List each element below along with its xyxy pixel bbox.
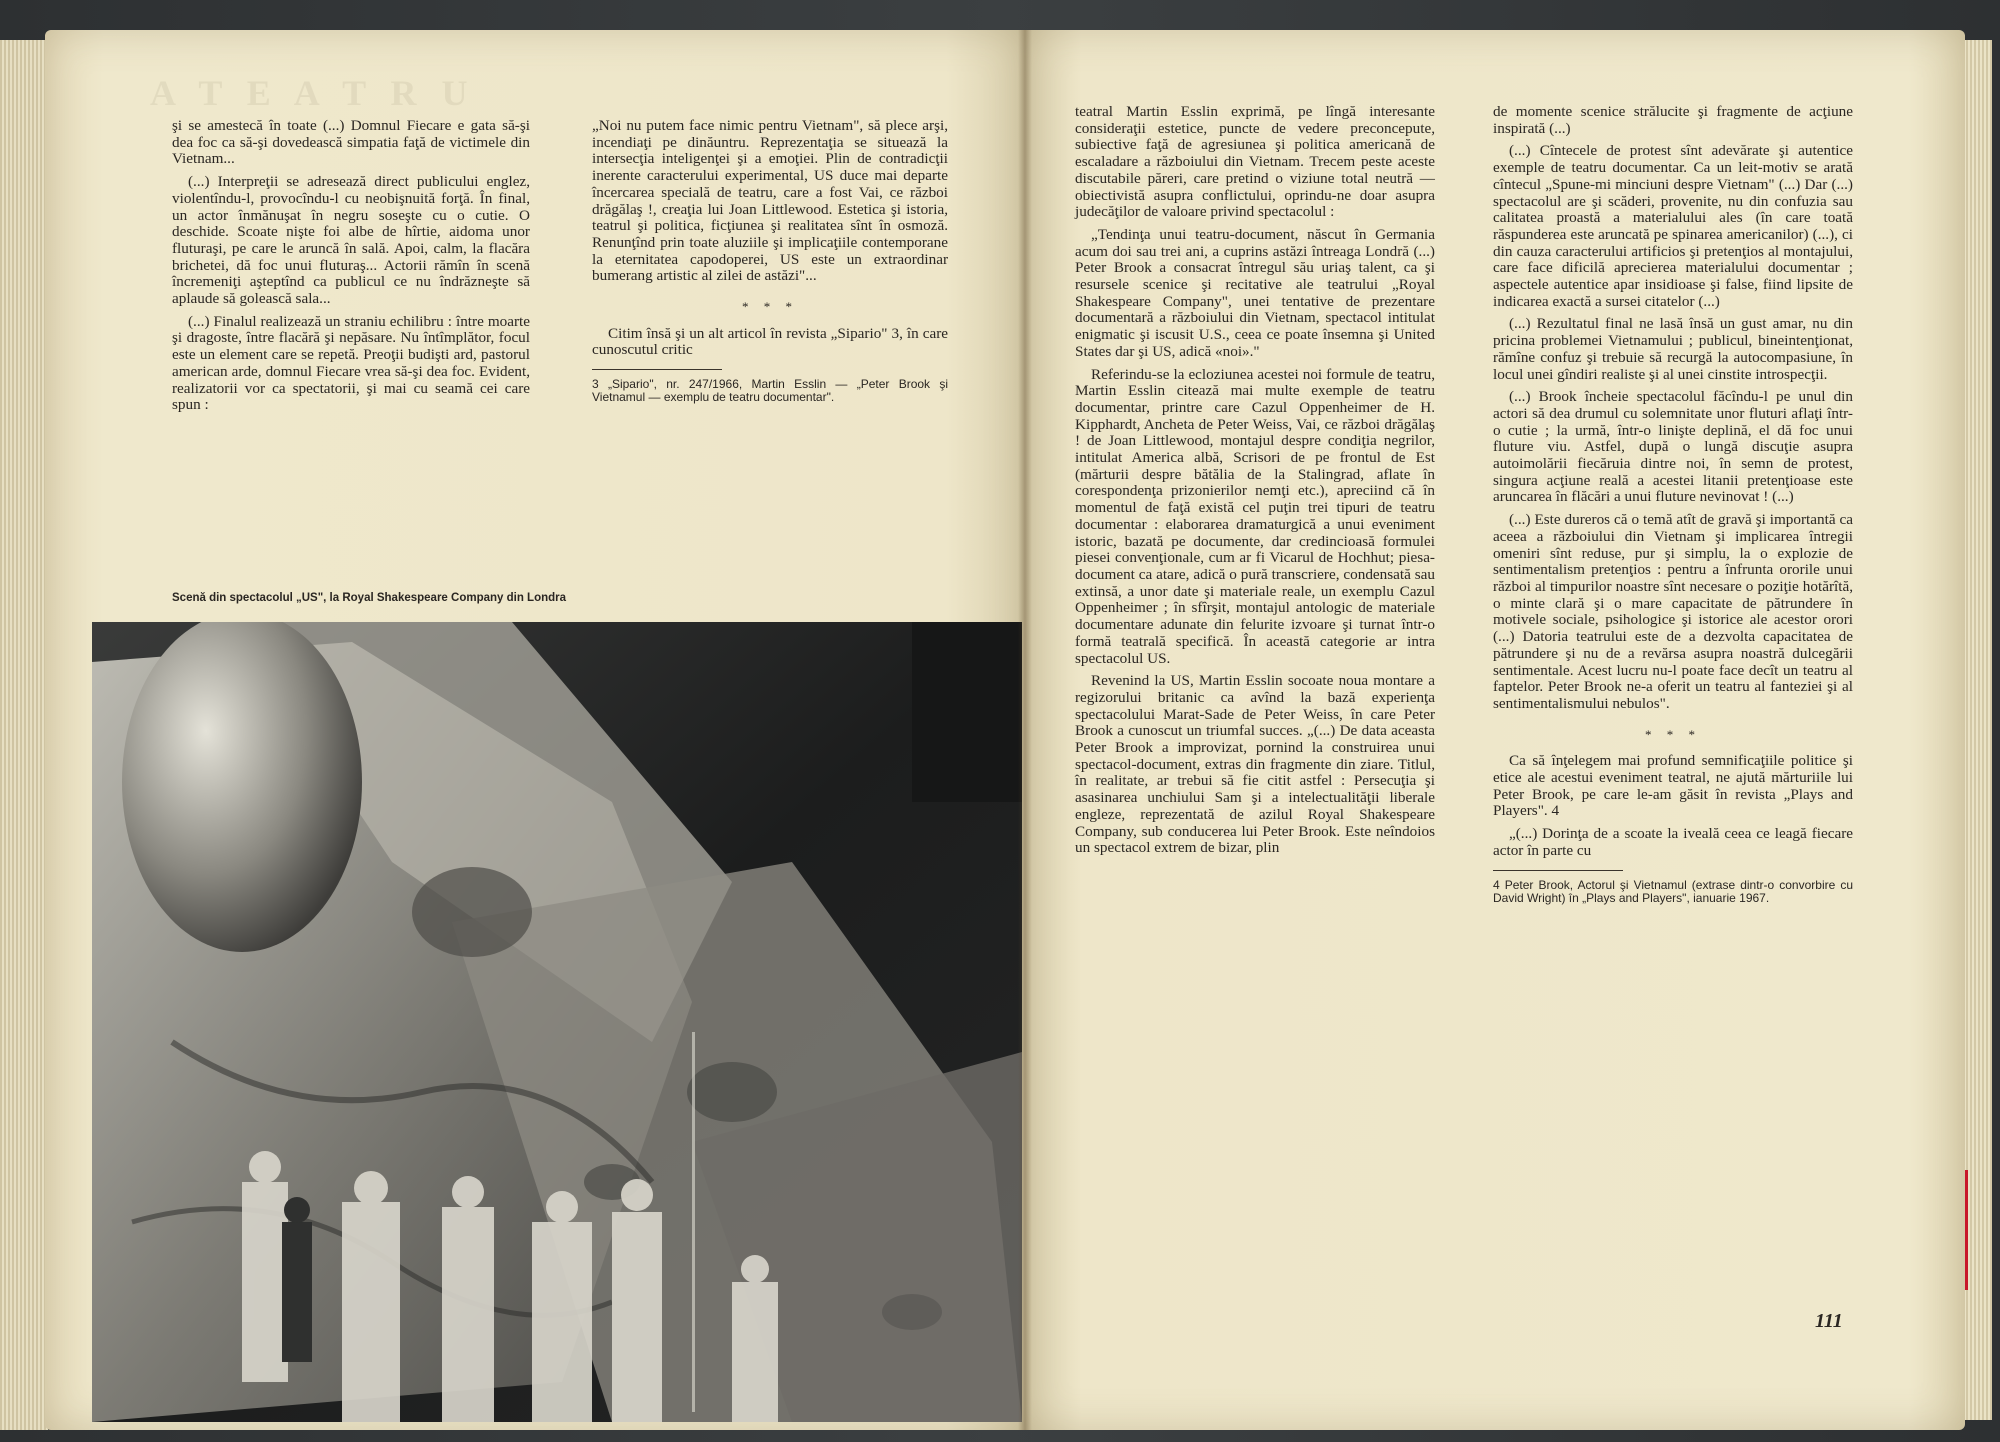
footnote-rule <box>1493 870 1623 871</box>
left-column-1 <box>172 118 530 420</box>
paragraph: (...) Rezultatul final ne lasă însă un gust amar, nu din pricina problemei Vietnamului ; publicul, bineintenţionat, rămîne confuz şi trebuie să recurgă la autocompasiune, în locul unei gîndiri realiste şi al unei cinstite introspecţii. <box>1493 315 1853 383</box>
paragraph: Ca să înţelegem mai profund semnificaţiile politice şi etice ale acestui eveniment teatral, ne ajută mărturiile lui Peter Brook, pe care le-am găsit în revista „Plays and Players". 4 <box>1493 752 1853 820</box>
paragraph: teatral Martin Esslin exprimă, pe lîngă interesante consideraţii estetice, puncte de vedere preconcepute, subiective faţă de agresiunea şi politica americană de escaladare a războiului din Vietnam. Trecem peste aceste discutabile păreri, care pretind o viziune total neutră — obiectivistă asupra conflictului, oprindu-ne doar asupra judecăţilor de valoare privind spectacolul : <box>1075 103 1435 221</box>
section-divider: * * * <box>742 299 798 315</box>
paragraph: (...) Finalul realizează un straniu echilibru : între moarte şi dragoste, între flacără şi nepăsare. Nu întîmplător, focul este un element care se repetă. Preoţii budişti ard, pastorul american arde, domnul Fiecare vrea să-şi dea foc. Evident, realizatorii vor ca spectatorii, şi mai cu seamă cei care spun : <box>172 312 530 414</box>
right-column-1 <box>1075 104 1435 863</box>
paragraph: „Noi nu putem face nimic pentru Vietnam", să plece arşi, incendiaţi pe dinăuntru. Reprezentaţia se situează la intersecţia inteligenţei şi a emoţiei. Plin de contradicţii inerente caracterului experimental, US duce mai departe încercarea specială de teatru, care a fost Vai, ce război drăgălaş !, creaţia lui Joan Littlewood. Estetica şi istoria, teatrul şi politica, ficţiunea şi realitatea sînt în osmoză. Renunţînd prin toate aluziile şi implicaţiile contemporane la eternitatea capodoperei, US este un extraordinar bumerang artistic al zilei de astăzi"... <box>592 117 948 285</box>
stage-photo <box>92 622 1022 1422</box>
paragraph: „(...) Dorinţa de a scoate la iveală ceea ce leagă fiecare actor în parte cu <box>1493 825 1853 859</box>
paragraph: de momente scenice strălucite şi fragmente de acţiune inspirată (...) <box>1493 103 1853 137</box>
stage-photo-drawing <box>92 622 1022 1422</box>
paragraph: (...) Cîntecele de protest sînt adevărate şi autentice exemple de teatru documentar. Ca un leit-motiv se arată cîntecul „Spune-mi minciuni despre Vietnam" (...) Dar (...) spectacolul are şi scăderi, provenite, nu din confuzia sau calitatea proastă a materialului ales (în care toată răspunderea este aruncată pe spinarea americanilor) (...), ci din cauza caracterului artificios şi pretenţios al montajului, care face dificilă aprecierea materialului documentar ; aspectele autentice apar insidioase şi false, fiind lipsite de indicarea exactă a sursei citatelor (...) <box>1493 142 1853 310</box>
paragraph: Revenind la US, Martin Esslin socoate noua montare a regizorului britanic ca avînd la bază experienţa spectacolului Marat-Sade de Peter Weiss, în care Peter Brook a cunoscut un triumfal succes. „(...) De data aceasta Peter Brook a improvizat, pornind la construirea unui spectacol-document, extras din fragmente din ziare. Titlul, în realitate, ar trebui să fie citit astfel : Persecuţia şi asasinarea unchiului Sam şi a intelectualităţii liberale engleze, reprezentată de azilul Royal Shakespeare Company, sub conducerea lui Peter Brook. Este neîndoios un spectacol extrem de bizar, plin <box>1075 672 1435 857</box>
paragraph: Referindu-se la ecloziunea acestei noi formule de teatru, Martin Esslin citează mai multe exemple de teatru documentar, printre care Cazul Oppenheimer de H. Kipphardt, Ancheta de Peter Weiss, Vai, ce război drăgălaş ! de Joan Littlewood, montajul despre condiţia negrilor, intitulat America albă, Scrisori de pe frontul de Est (mărturii despre bătălia de la Stalingrad, aflate în corespondenţa prizonierilor nemţi etc.), apreciind că în momentul de faţă există cel puţin trei tipuri de teatru documentar : elaborarea dramaturgică a unui eveniment istoric, bazată pe documente, dar credincioasă formulei piesei convenţionale, cum ar fi Vicarul de Hochhut; piesa-document ca atare, adică o pură transcriere, condensată sau extinsă, a unor date şi materiale reale, un exemplu Cazul Oppenheimer ; în sfîrşit, montajul antologic de materiale documentare adunate din felurite izvoare şi turnat într-o formă teatrală specifică. În această categorie ar intra spectacolul US. <box>1075 365 1435 667</box>
footnote <box>1493 879 1853 905</box>
page-edges-left <box>0 40 48 1430</box>
footnote-text: 4 Peter Brook, Actorul şi Vietnamul (extrase dintr-o convorbire cu David Wright) în „Plays and Players", ianuarie 1967. <box>1493 877 1853 905</box>
page-number: 111 <box>1815 1310 1843 1332</box>
paragraph: (...) Brook încheie spectacolul făcîndu-l pe unul din actori să dea drumul cu solemnitate unor fluturi aflaţi într-o cutie ; la urmă, într-o linişte deplină, el dă foc unui fluture viu. Astfel, după o lungă discuţie asupra autoimolării fiecăruia dintre noi, în semn de protest, singura acţiune reală a acestei litanii pretenţioase este aruncarea în flăcări a unui fluture nevinovat ! (...) <box>1493 388 1853 506</box>
paragraph: şi se amestecă în toate (...) Domnul Fiecare e gata să-şi dea foc ca să-şi dovedească simpatia faţă de victimele din Vietnam... <box>172 117 530 168</box>
footnote-rule <box>592 369 722 370</box>
paragraph: „Tendinţa unui teatru-document, născut în Germania acum doi sau trei ani, a cuprins astăzi întreaga Londră (...) Peter Brook a consacrat întregul său uriaş talent, ca şi resursele scenice şi recitative ale teatrului „Royal Shakespeare Company", unei tentative de prezentare documentară a războiului din Vietnam, spectacol intitulat enigmatic şi iscusit U.S., ceea ce poate însemna şi United States dar şi US, adică «noi»." <box>1075 225 1435 360</box>
paragraph: (...) Interpreţii se adresează direct publicului englez, violentîndu-l, provocîndu-l cu neobişnuită forţă. În final, un actor înmănuşat în negru soseşte cu o cutie. O deschide. Scoate nişte foi albe de hîrtie, aidoma unor fluturaşi, pe care le aruncă în sală. Apoi, calm, la flacăra brichetei, dă foc unui fluturaş... Actorii rămîn în scenă încremeniţi aşteptînd ca publicul ce nu îndrăzneşte să aplaude să golească sala... <box>172 173 530 308</box>
section-divider: * * * <box>1645 726 1701 742</box>
paragraph: Citim însă şi un alt articol în revista „Sipario" 3, în care cunoscutul critic <box>592 324 948 359</box>
photo-caption: Scenă din spectacolul „US", la Royal Shakespeare Company din Londra <box>172 592 567 604</box>
footnote-text: 3 „Sipario", nr. 247/1966, Martin Esslin — „Peter Brook şi Vietnamul — exemplu de teatru documentar". <box>592 377 948 405</box>
bleed-through-header: A T E A T R U <box>150 73 476 112</box>
footnote <box>592 378 948 404</box>
left-column-2 <box>592 118 948 408</box>
book-gutter <box>1018 30 1032 1430</box>
right-column-2 <box>1493 104 1853 909</box>
paragraph: (...) Este dureros că o temă atît de gravă şi importantă ca aceea a războiului din Vietnam şi implicarea întregii omeniri sînt reduse, pur şi simplu, la o explozie de sentimentalism pretenţios : pentru a înfrunta ororile unui război al timpurilor noastre sînt necesare o poziţie hotărîtă, o minte clară şi o mare capacitate de pătrundere în motivele sociale, psihologice şi istorice ale acestor orori (...) Datoria teatrului este de a dezvolta capacitatea de pătrundere şi nu de a revărsa asupra noastră dulcegării sentimentale. Acest lucru nu-l poate face decît un teatru al faptelor. Peter Brook ne-a oferit un teatru al fanteziei şi al sentimentalismului nebulos". <box>1493 511 1853 712</box>
